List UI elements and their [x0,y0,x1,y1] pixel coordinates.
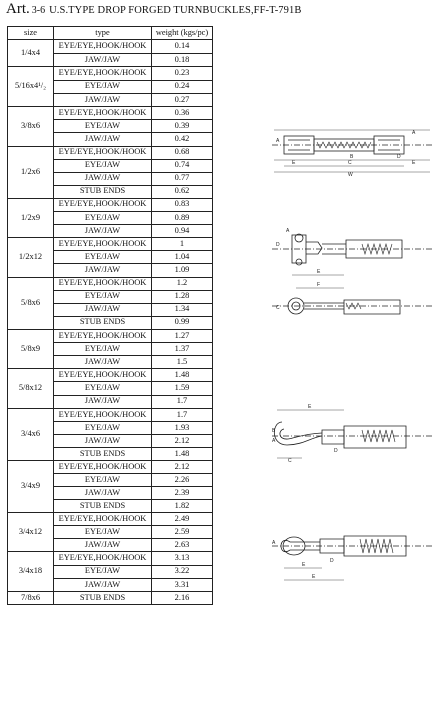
table-row [8,67,213,80]
weight-cell: 2.49 [152,512,213,525]
dim-label: A [276,138,280,144]
figure-hook-end [272,404,434,464]
weight-cell: 2.12 [152,460,213,473]
dim-label: E [292,160,296,166]
table-row [8,238,213,251]
size-cell: 1/2x6 [8,146,54,198]
type-cell: EYE/JAW [54,421,152,434]
table-row [8,329,213,342]
weight-cell: 2.12 [152,434,213,447]
type-cell: STUB ENDS [54,499,152,512]
weight-cell: 0.68 [152,146,213,159]
type-cell: JAW/JAW [54,486,152,499]
type-cell: JAW/JAW [54,264,152,277]
weight-cell: 0.39 [152,120,213,133]
art-label: Art. [6,1,30,17]
type-cell: EYE/EYE,HOOK/HOOK [54,408,152,421]
type-cell: EYE/EYE,HOOK/HOOK [54,277,152,290]
type-cell: JAW/JAW [54,53,152,67]
type-cell: JAW/JAW [54,395,152,408]
dim-label: B [272,428,276,434]
weight-cell: 1.5 [152,356,213,369]
dim-label: A [272,438,276,444]
type-cell: EYE/JAW [54,525,152,538]
type-cell: STUB ENDS [54,316,152,329]
type-cell: EYE/JAW [54,290,152,303]
weight-cell: 3.31 [152,578,213,591]
weight-cell: 0.94 [152,224,213,237]
dim-label: D [276,242,280,248]
dim-label: E [312,574,316,580]
weight-cell: 2.39 [152,486,213,499]
type-cell: JAW/JAW [54,224,152,237]
weight-cell: 1 [152,238,213,251]
table-row [8,408,213,421]
size-cell: 1/2x9 [8,198,54,238]
art-number: 3-6 [31,5,46,16]
weight-cell: 0.74 [152,159,213,172]
table-row [8,460,213,473]
type-cell: JAW/JAW [54,578,152,591]
column-header-type: type [54,27,152,40]
type-cell: EYE/EYE,HOOK/HOOK [54,329,152,342]
figure-jaw-and-eye [272,228,434,314]
size-cell: 1/4x4 [8,40,54,67]
table-row [8,40,213,54]
dim-label: E [317,269,321,275]
dim-label: A [412,130,416,136]
table-row [8,277,213,290]
dim-label: D [334,448,338,454]
type-cell: EYE/EYE,HOOK/HOOK [54,460,152,473]
size-cell: 1/2x12 [8,238,54,278]
weight-cell: 0.23 [152,67,213,80]
dim-label: D [330,558,334,564]
title-text: U.S.TYPE DROP FORGED TURNBUCKLES,FF-T-791B [49,5,302,16]
weight-cell: 0.18 [152,53,213,67]
table-row [8,146,213,159]
weight-cell: 1.93 [152,421,213,434]
type-cell: EYE/EYE,HOOK/HOOK [54,198,152,211]
size-cell: 5/8x6 [8,277,54,329]
dim-label: A [286,228,290,234]
size-cell: 3/4x12 [8,512,54,552]
weight-cell: 2.59 [152,525,213,538]
weight-cell: 0.77 [152,172,213,185]
type-cell: EYE/JAW [54,565,152,578]
type-cell: EYE/JAW [54,120,152,133]
weight-cell: 3.13 [152,552,213,565]
type-cell: EYE/JAW [54,80,152,93]
weight-cell: 0.27 [152,93,213,106]
weight-cell: 0.36 [152,106,213,119]
weight-cell: 1.04 [152,251,213,264]
weight-cell: 1.27 [152,329,213,342]
weight-cell: 2.63 [152,539,213,552]
type-cell: JAW/JAW [54,356,152,369]
type-cell: EYE/JAW [54,159,152,172]
dim-label: C [276,305,280,311]
type-cell: JAW/JAW [54,303,152,316]
type-cell: JAW/JAW [54,434,152,447]
type-cell: JAW/JAW [54,539,152,552]
type-cell: EYE/JAW [54,473,152,486]
table-header-row [8,27,213,40]
size-cell: 3/4x18 [8,552,54,592]
dim-label: E [302,562,306,568]
weight-cell: 0.83 [152,198,213,211]
column-header-weight: weight (kgs/pc) [152,27,213,40]
document-title [6,0,301,20]
dim-label: D [397,154,401,160]
size-cell: 3/4x9 [8,460,54,512]
size-cell: 3/4x6 [8,408,54,460]
type-cell: EYE/EYE,HOOK/HOOK [54,238,152,251]
turnbuckle-drawings [262,120,437,590]
weight-cell: 1.09 [152,264,213,277]
type-cell: EYE/EYE,HOOK/HOOK [54,40,152,54]
weight-cell: 2.16 [152,591,213,604]
dim-label: B [350,154,354,160]
figure-turnbuckle-dimensions [272,130,432,178]
weight-cell: 1.2 [152,277,213,290]
table-row [8,198,213,211]
weight-cell: 1.28 [152,290,213,303]
weight-cell: 1.37 [152,342,213,355]
table-row [8,512,213,525]
type-cell: EYE/EYE,HOOK/HOOK [54,512,152,525]
dim-label: C [348,160,352,166]
type-cell: EYE/EYE,HOOK/HOOK [54,106,152,119]
type-cell: STUB ENDS [54,591,152,604]
weight-cell: 1.34 [152,303,213,316]
type-cell: JAW/JAW [54,172,152,185]
size-cell: 3/8x6 [8,106,54,146]
type-cell: STUB ENDS [54,185,152,198]
table-row [8,106,213,119]
weight-cell: 1.7 [152,395,213,408]
size-cell: 5/16x4¹/₂ [8,67,54,107]
weight-cell: 0.99 [152,316,213,329]
size-cell: 7/8x6 [8,591,54,604]
figure-eye-end [272,536,434,580]
dim-label: E [308,404,312,410]
table-row [8,369,213,382]
weight-cell: 0.24 [152,80,213,93]
type-cell: EYE/JAW [54,211,152,224]
table-row [8,552,213,565]
weight-cell: 1.48 [152,369,213,382]
table-row [8,591,213,604]
weight-cell: 0.42 [152,133,213,146]
weight-cell: 1.82 [152,499,213,512]
type-cell: EYE/JAW [54,342,152,355]
weight-cell: 3.22 [152,565,213,578]
weight-cell: 0.62 [152,185,213,198]
type-cell: EYE/EYE,HOOK/HOOK [54,369,152,382]
type-cell: JAW/JAW [54,93,152,106]
size-cell: 5/8x12 [8,369,54,409]
weight-cell: 1.59 [152,382,213,395]
dim-label: W [348,172,353,178]
turnbuckle-spec-table [7,26,213,605]
dim-label: C [288,458,292,464]
weight-cell: 2.26 [152,473,213,486]
type-cell: EYE/EYE,HOOK/HOOK [54,146,152,159]
weight-cell: 0.14 [152,40,213,54]
weight-cell: 0.89 [152,211,213,224]
dim-label: F [317,282,321,288]
type-cell: EYE/JAW [54,251,152,264]
type-cell: STUB ENDS [54,447,152,460]
size-cell: 5/8x9 [8,329,54,369]
dim-label: A [272,540,276,546]
type-cell: JAW/JAW [54,133,152,146]
weight-cell: 1.48 [152,447,213,460]
type-cell: EYE/JAW [54,382,152,395]
weight-cell: 1.7 [152,408,213,421]
type-cell: EYE/EYE,HOOK/HOOK [54,552,152,565]
dim-label: E [412,160,416,166]
type-cell: EYE/EYE,HOOK/HOOK [54,67,152,80]
column-header-size: size [8,27,54,40]
